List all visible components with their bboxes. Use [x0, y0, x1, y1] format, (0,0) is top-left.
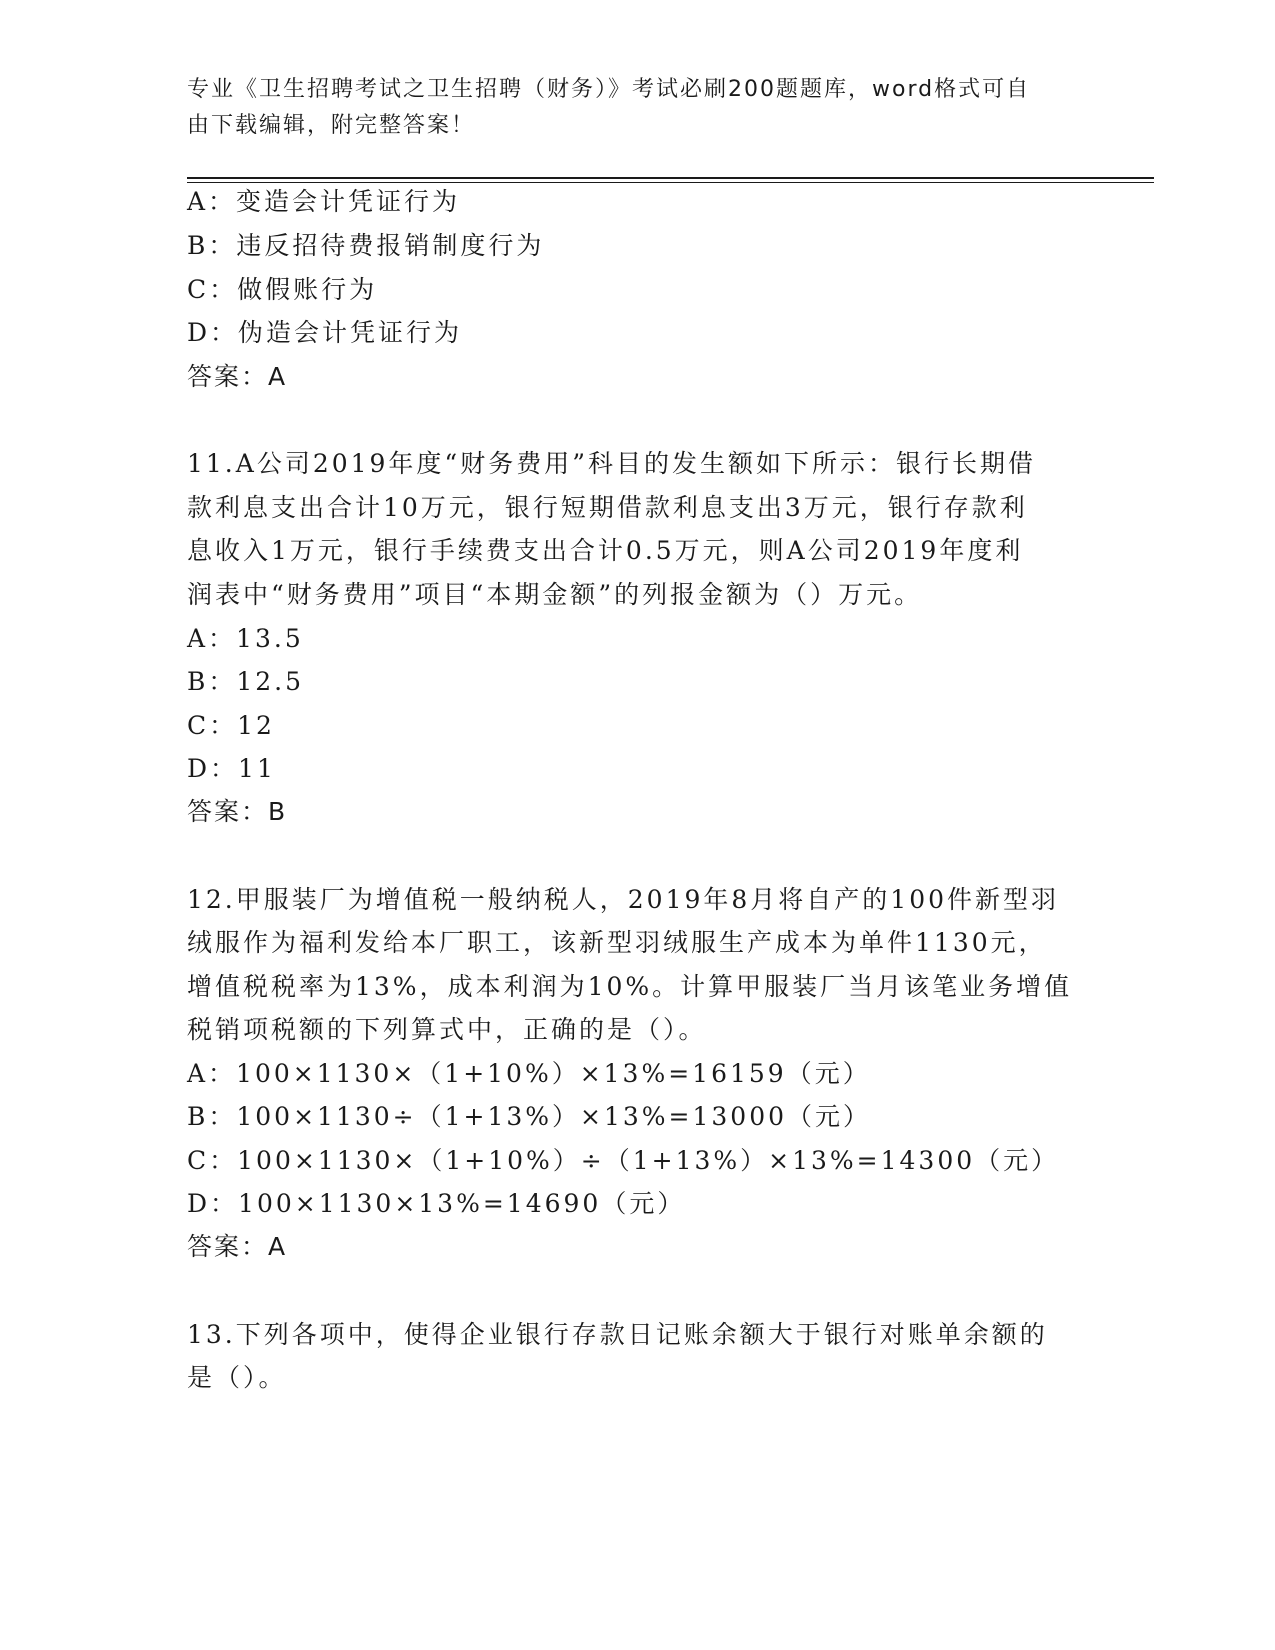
q11-stem-line-1: 11.A公司2019年度“财务费用”科目的发生额如下所示：银行长期借 [187, 449, 1036, 478]
q11-stem-line-4: 润表中“财务费用”项目“本期金额”的列报金额为（）万元。 [187, 580, 923, 609]
q11-stem-line-2: 款利息支出合计10万元，银行短期借款利息支出3万元，银行存款利 [187, 493, 1028, 522]
q10-option-c: C：做假账行为 [187, 275, 378, 304]
q10-option-a: A：变造会计凭证行为 [187, 187, 461, 216]
q12-option-b: B：100×1130÷（1+13%）×13%=13000（元） [187, 1102, 872, 1131]
q12-stem-line-1: 12.甲服装厂为增值税一般纳税人，2019年8月将自产的100件新型羽 [187, 885, 1060, 914]
q11-option-d: D：11 [187, 754, 276, 783]
q11-stem-line-3: 息收入1万元，银行手续费支出合计0.5万元，则A公司2019年度利 [187, 536, 1024, 565]
q12-answer: 答案：A [187, 1232, 288, 1261]
q11-option-b: B：12.5 [187, 667, 305, 696]
q12-option-c: C：100×1130×（1+10%）÷（1+13%）×13%=14300（元） [187, 1146, 1060, 1175]
header-divider-thick [187, 177, 1154, 179]
q11-answer: 答案：B [187, 797, 288, 826]
q12-stem-line-4: 税销项税额的下列算式中，正确的是（）。 [187, 1015, 707, 1044]
document-header [187, 72, 1057, 144]
q11-option-a: A：13.5 [187, 624, 304, 653]
q10-option-b: B：违反招待费报销制度行为 [187, 231, 545, 260]
q12-option-d: D：100×1130×13%=14690（元） [187, 1189, 686, 1218]
q13-stem-line-1: 13.下列各项中，使得企业银行存款日记账余额大于银行对账单余额的 [187, 1320, 1048, 1349]
q13-stem-line-2: 是（）。 [187, 1363, 287, 1392]
q12-option-a: A：100×1130×（1+10%）×13%=16159（元） [187, 1059, 871, 1088]
header-line-1: 专业《卫生招聘考试之卫生招聘（财务）》考试必刷200题题库，word格式可自 [187, 77, 1031, 102]
q10-option-d: D：伪造会计凭证行为 [187, 318, 463, 347]
q10-answer: 答案：A [187, 362, 288, 391]
header-divider-thin [187, 182, 1154, 183]
q12-stem-line-3: 增值税税率为13%，成本利润为10%。计算甲服装厂当月该笔业务增值 [187, 972, 1073, 1001]
header-line-2: 由下载编辑，附完整答案！ [187, 113, 476, 138]
q11-option-c: C：12 [187, 711, 275, 740]
q12-stem-line-2: 绒服作为福利发给本厂职工，该新型羽绒服生产成本为单件1130元， [187, 928, 1047, 957]
